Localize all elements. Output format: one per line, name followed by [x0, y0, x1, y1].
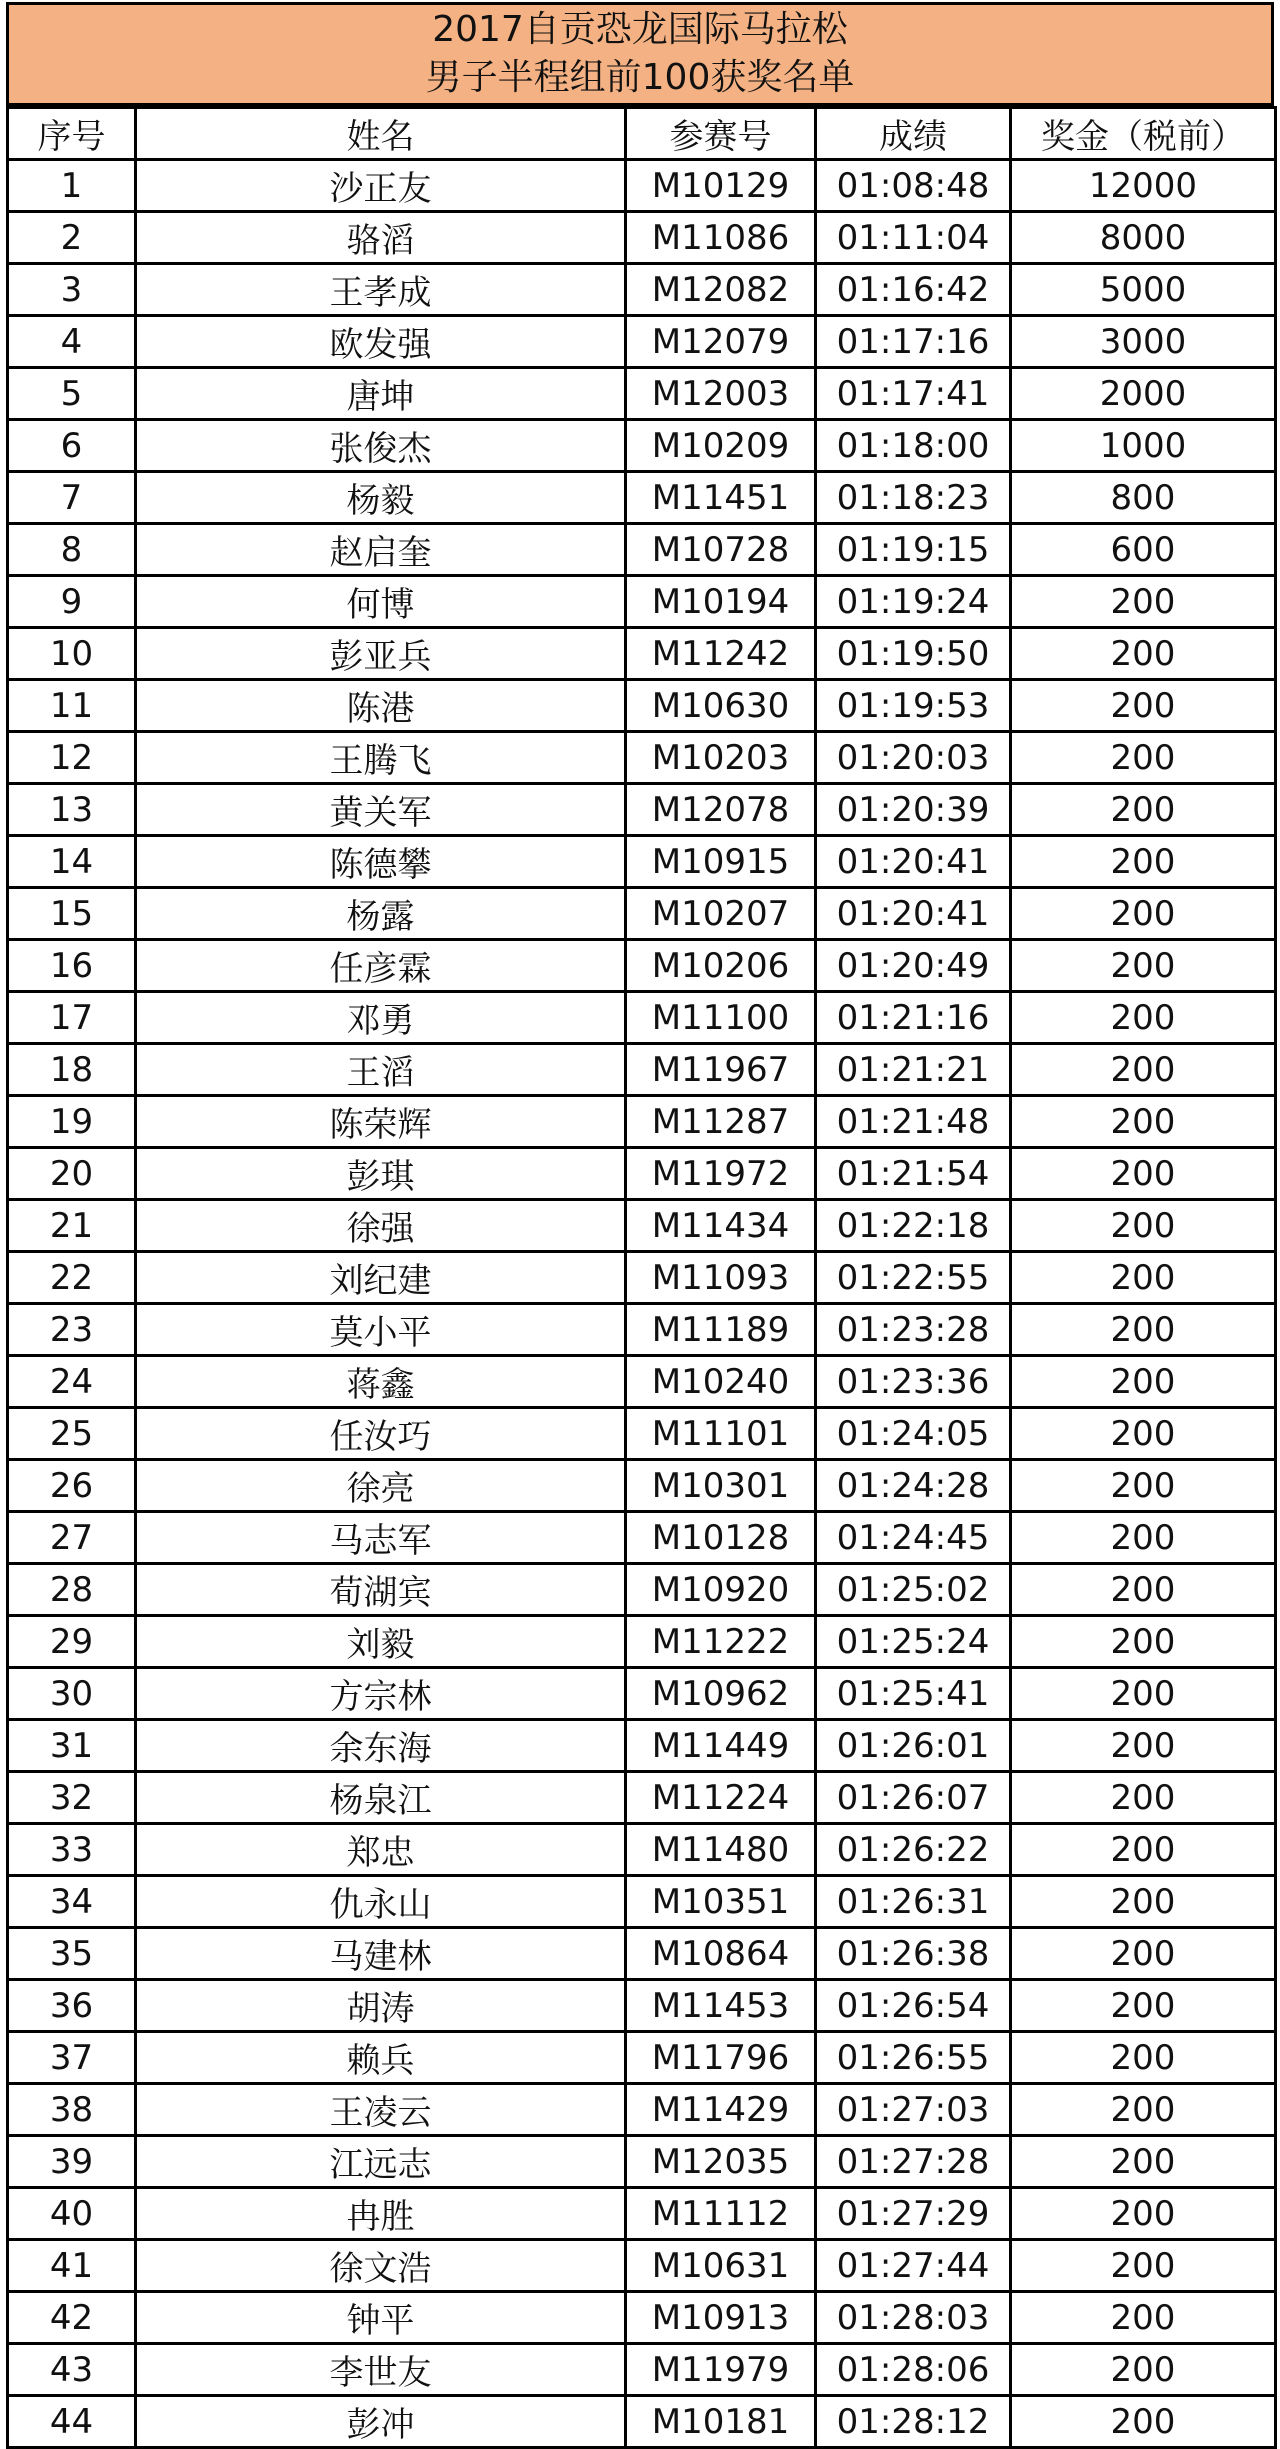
name-cell: 杨毅 [136, 472, 626, 524]
bib-cell: M12082 [626, 264, 816, 316]
header-bib: 参赛号 [626, 108, 816, 160]
prize-cell: 200 [1011, 1824, 1276, 1876]
prize-cell: 3000 [1011, 316, 1276, 368]
prize-cell: 200 [1011, 1876, 1276, 1928]
rank-cell: 7 [8, 472, 136, 524]
name-cell: 陈德攀 [136, 836, 626, 888]
bib-cell: M11189 [626, 1304, 816, 1356]
time-cell: 01:23:28 [816, 1304, 1011, 1356]
time-cell: 01:26:38 [816, 1928, 1011, 1980]
table-row [8, 836, 1276, 888]
rank-cell: 38 [8, 2084, 136, 2136]
bib-cell: M11224 [626, 1772, 816, 1824]
name-cell: 王腾飞 [136, 732, 626, 784]
rank-cell: 8 [8, 524, 136, 576]
time-cell: 01:27:03 [816, 2084, 1011, 2136]
header-rank: 序号 [8, 108, 136, 160]
name-cell: 杨泉江 [136, 1772, 626, 1824]
time-cell: 01:20:49 [816, 940, 1011, 992]
time-cell: 01:08:48 [816, 160, 1011, 212]
prize-cell: 200 [1011, 2188, 1276, 2240]
rank-cell: 41 [8, 2240, 136, 2292]
bib-cell: M10181 [626, 2396, 816, 2448]
prize-cell: 200 [1011, 1096, 1276, 1148]
prize-cell: 200 [1011, 1720, 1276, 1772]
rank-cell: 43 [8, 2344, 136, 2396]
prize-cell: 200 [1011, 992, 1276, 1044]
time-cell: 01:27:29 [816, 2188, 1011, 2240]
time-cell: 01:26:55 [816, 2032, 1011, 2084]
name-cell: 蒋鑫 [136, 1356, 626, 1408]
bib-cell: M11112 [626, 2188, 816, 2240]
table-row [8, 264, 1276, 316]
name-cell: 刘纪建 [136, 1252, 626, 1304]
table-row [8, 888, 1276, 940]
title-line-1: 2017自贡恐龙国际马拉松 [432, 9, 848, 50]
time-cell: 01:24:05 [816, 1408, 1011, 1460]
prize-cell: 200 [1011, 1564, 1276, 1616]
rank-cell: 21 [8, 1200, 136, 1252]
time-cell: 01:27:28 [816, 2136, 1011, 2188]
prize-cell: 200 [1011, 1668, 1276, 1720]
name-cell: 张俊杰 [136, 420, 626, 472]
bib-cell: M10203 [626, 732, 816, 784]
table-row [8, 1876, 1276, 1928]
bib-cell: M10728 [626, 524, 816, 576]
time-cell: 01:22:55 [816, 1252, 1011, 1304]
time-cell: 01:21:16 [816, 992, 1011, 1044]
rank-cell: 11 [8, 680, 136, 732]
rank-cell: 35 [8, 1928, 136, 1980]
rank-cell: 5 [8, 368, 136, 420]
table-row [8, 940, 1276, 992]
rank-cell: 25 [8, 1408, 136, 1460]
bib-cell: M12079 [626, 316, 816, 368]
title-line-2: 男子半程组前100获奖名单 [425, 57, 855, 98]
rank-cell: 15 [8, 888, 136, 940]
header-row [8, 108, 1276, 160]
rank-cell: 1 [8, 160, 136, 212]
table-row [8, 1044, 1276, 1096]
name-cell: 王滔 [136, 1044, 626, 1096]
time-cell: 01:18:23 [816, 472, 1011, 524]
name-cell: 胡涛 [136, 1980, 626, 2032]
rank-cell: 13 [8, 784, 136, 836]
name-cell: 王孝成 [136, 264, 626, 316]
name-cell: 杨露 [136, 888, 626, 940]
time-cell: 01:17:16 [816, 316, 1011, 368]
rank-cell: 16 [8, 940, 136, 992]
bib-cell: M12035 [626, 2136, 816, 2188]
bib-cell: M11972 [626, 1148, 816, 1200]
bib-cell: M11287 [626, 1096, 816, 1148]
name-cell: 赵启奎 [136, 524, 626, 576]
rank-cell: 10 [8, 628, 136, 680]
rank-cell: 2 [8, 212, 136, 264]
name-cell: 黄关军 [136, 784, 626, 836]
time-cell: 01:25:41 [816, 1668, 1011, 1720]
prize-cell: 800 [1011, 472, 1276, 524]
rank-cell: 12 [8, 732, 136, 784]
time-cell: 01:26:01 [816, 1720, 1011, 1772]
table-row [8, 1304, 1276, 1356]
prize-cell: 200 [1011, 1460, 1276, 1512]
time-cell: 01:19:53 [816, 680, 1011, 732]
time-cell: 01:23:36 [816, 1356, 1011, 1408]
name-cell: 荀湖宾 [136, 1564, 626, 1616]
time-cell: 01:18:00 [816, 420, 1011, 472]
bib-cell: M11434 [626, 1200, 816, 1252]
prize-cell: 200 [1011, 576, 1276, 628]
prize-cell: 200 [1011, 1356, 1276, 1408]
prize-cell: 200 [1011, 628, 1276, 680]
time-cell: 01:28:03 [816, 2292, 1011, 2344]
rank-cell: 23 [8, 1304, 136, 1356]
table-row [8, 420, 1276, 472]
results-sheet [6, 2, 1274, 2449]
table-row [8, 368, 1276, 420]
bib-cell: M11242 [626, 628, 816, 680]
name-cell: 陈荣辉 [136, 1096, 626, 1148]
bib-cell: M12003 [626, 368, 816, 420]
bib-cell: M11101 [626, 1408, 816, 1460]
name-cell: 马志军 [136, 1512, 626, 1564]
table-row [8, 2292, 1276, 2344]
table-row [8, 628, 1276, 680]
bib-cell: M10129 [626, 160, 816, 212]
bib-cell: M10962 [626, 1668, 816, 1720]
rank-cell: 44 [8, 2396, 136, 2448]
bib-cell: M11222 [626, 1616, 816, 1668]
rank-cell: 6 [8, 420, 136, 472]
bib-cell: M11453 [626, 1980, 816, 2032]
bib-cell: M10631 [626, 2240, 816, 2292]
table-row [8, 1668, 1276, 1720]
prize-cell: 200 [1011, 732, 1276, 784]
rank-cell: 17 [8, 992, 136, 1044]
bib-cell: M11100 [626, 992, 816, 1044]
name-cell: 彭琪 [136, 1148, 626, 1200]
rank-cell: 32 [8, 1772, 136, 1824]
bib-cell: M10864 [626, 1928, 816, 1980]
table-row [8, 472, 1276, 524]
time-cell: 01:19:15 [816, 524, 1011, 576]
bib-cell: M10920 [626, 1564, 816, 1616]
prize-cell: 200 [1011, 2292, 1276, 2344]
name-cell: 骆滔 [136, 212, 626, 264]
table-row [8, 1772, 1276, 1824]
prize-cell: 200 [1011, 1616, 1276, 1668]
table-row [8, 2032, 1276, 2084]
rank-cell: 30 [8, 1668, 136, 1720]
table-row [8, 680, 1276, 732]
bib-cell: M11429 [626, 2084, 816, 2136]
page-title [6, 2, 1274, 106]
prize-cell: 200 [1011, 2396, 1276, 2448]
name-cell: 任彦霖 [136, 940, 626, 992]
bib-cell: M10301 [626, 1460, 816, 1512]
table-row [8, 1824, 1276, 1876]
time-cell: 01:21:54 [816, 1148, 1011, 1200]
name-cell: 任汝巧 [136, 1408, 626, 1460]
name-cell: 何博 [136, 576, 626, 628]
prize-cell: 12000 [1011, 160, 1276, 212]
bib-cell: M10207 [626, 888, 816, 940]
rank-cell: 3 [8, 264, 136, 316]
time-cell: 01:22:18 [816, 1200, 1011, 1252]
table-row [8, 1252, 1276, 1304]
time-cell: 01:25:24 [816, 1616, 1011, 1668]
name-cell: 江远志 [136, 2136, 626, 2188]
bib-cell: M10630 [626, 680, 816, 732]
prize-cell: 200 [1011, 680, 1276, 732]
time-cell: 01:26:22 [816, 1824, 1011, 1876]
table-row [8, 784, 1276, 836]
prize-cell: 200 [1011, 1148, 1276, 1200]
bib-cell: M10194 [626, 576, 816, 628]
table-row [8, 1200, 1276, 1252]
table-row [8, 1720, 1276, 1772]
prize-cell: 200 [1011, 2084, 1276, 2136]
time-cell: 01:27:44 [816, 2240, 1011, 2292]
table-body [8, 160, 1276, 2448]
table-row [8, 212, 1276, 264]
bib-cell: M10206 [626, 940, 816, 992]
bib-cell: M10913 [626, 2292, 816, 2344]
table-row [8, 1616, 1276, 1668]
time-cell: 01:26:54 [816, 1980, 1011, 2032]
table-row [8, 524, 1276, 576]
name-cell: 刘毅 [136, 1616, 626, 1668]
prize-cell: 600 [1011, 524, 1276, 576]
time-cell: 01:26:07 [816, 1772, 1011, 1824]
rank-cell: 18 [8, 1044, 136, 1096]
bib-cell: M11480 [626, 1824, 816, 1876]
rank-cell: 39 [8, 2136, 136, 2188]
name-cell: 郑忠 [136, 1824, 626, 1876]
name-cell: 赖兵 [136, 2032, 626, 2084]
table-row [8, 1512, 1276, 1564]
rank-cell: 14 [8, 836, 136, 888]
name-cell: 彭亚兵 [136, 628, 626, 680]
table-row [8, 160, 1276, 212]
name-cell: 徐强 [136, 1200, 626, 1252]
rank-cell: 22 [8, 1252, 136, 1304]
name-cell: 李世友 [136, 2344, 626, 2396]
header-name: 姓名 [136, 108, 626, 160]
prize-cell: 200 [1011, 1200, 1276, 1252]
bib-cell: M11451 [626, 472, 816, 524]
time-cell: 01:17:41 [816, 368, 1011, 420]
table-row [8, 2344, 1276, 2396]
prize-cell: 8000 [1011, 212, 1276, 264]
table-row [8, 576, 1276, 628]
prize-cell: 200 [1011, 2032, 1276, 2084]
time-cell: 01:11:04 [816, 212, 1011, 264]
prize-cell: 200 [1011, 784, 1276, 836]
prize-cell: 200 [1011, 888, 1276, 940]
table-row [8, 2240, 1276, 2292]
bib-cell: M10351 [626, 1876, 816, 1928]
bib-cell: M10209 [626, 420, 816, 472]
time-cell: 01:16:42 [816, 264, 1011, 316]
time-cell: 01:25:02 [816, 1564, 1011, 1616]
time-cell: 01:20:41 [816, 836, 1011, 888]
header-time: 成绩 [816, 108, 1011, 160]
rank-cell: 36 [8, 1980, 136, 2032]
time-cell: 01:28:12 [816, 2396, 1011, 2448]
time-cell: 01:24:45 [816, 1512, 1011, 1564]
time-cell: 01:19:24 [816, 576, 1011, 628]
time-cell: 01:24:28 [816, 1460, 1011, 1512]
table-row [8, 1148, 1276, 1200]
prize-cell: 200 [1011, 2240, 1276, 2292]
table-row [8, 1564, 1276, 1616]
table-row [8, 1460, 1276, 1512]
prize-cell: 200 [1011, 1512, 1276, 1564]
name-cell: 王凌云 [136, 2084, 626, 2136]
rank-cell: 40 [8, 2188, 136, 2240]
rank-cell: 27 [8, 1512, 136, 1564]
time-cell: 01:21:21 [816, 1044, 1011, 1096]
prize-cell: 200 [1011, 1408, 1276, 1460]
rank-cell: 4 [8, 316, 136, 368]
rank-cell: 34 [8, 1876, 136, 1928]
bib-cell: M10128 [626, 1512, 816, 1564]
prize-cell: 200 [1011, 1928, 1276, 1980]
table-row [8, 992, 1276, 1044]
header-prize: 奖金（税前） [1011, 108, 1276, 160]
prize-cell: 200 [1011, 2344, 1276, 2396]
rank-cell: 29 [8, 1616, 136, 1668]
bib-cell: M11796 [626, 2032, 816, 2084]
name-cell: 邓勇 [136, 992, 626, 1044]
rank-cell: 31 [8, 1720, 136, 1772]
table-row [8, 316, 1276, 368]
rank-cell: 9 [8, 576, 136, 628]
rank-cell: 20 [8, 1148, 136, 1200]
table-row [8, 1980, 1276, 2032]
time-cell: 01:20:03 [816, 732, 1011, 784]
name-cell: 方宗林 [136, 1668, 626, 1720]
rank-cell: 37 [8, 2032, 136, 2084]
name-cell: 莫小平 [136, 1304, 626, 1356]
name-cell: 余东海 [136, 1720, 626, 1772]
table-row [8, 732, 1276, 784]
table-row [8, 2188, 1276, 2240]
prize-cell: 200 [1011, 1304, 1276, 1356]
name-cell: 仇永山 [136, 1876, 626, 1928]
prize-cell: 200 [1011, 940, 1276, 992]
name-cell: 沙正友 [136, 160, 626, 212]
prize-cell: 2000 [1011, 368, 1276, 420]
rank-cell: 26 [8, 1460, 136, 1512]
time-cell: 01:20:39 [816, 784, 1011, 836]
rank-cell: 28 [8, 1564, 136, 1616]
table-row [8, 2136, 1276, 2188]
name-cell: 冉胜 [136, 2188, 626, 2240]
table-row [8, 2396, 1276, 2448]
name-cell: 陈港 [136, 680, 626, 732]
name-cell: 彭冲 [136, 2396, 626, 2448]
time-cell: 01:28:06 [816, 2344, 1011, 2396]
table-row [8, 1408, 1276, 1460]
table-row [8, 1096, 1276, 1148]
name-cell: 徐文浩 [136, 2240, 626, 2292]
name-cell: 徐亮 [136, 1460, 626, 1512]
table-row [8, 1356, 1276, 1408]
prize-cell: 200 [1011, 1980, 1276, 2032]
bib-cell: M11086 [626, 212, 816, 264]
rank-cell: 33 [8, 1824, 136, 1876]
name-cell: 马建林 [136, 1928, 626, 1980]
bib-cell: M10915 [626, 836, 816, 888]
bib-cell: M12078 [626, 784, 816, 836]
name-cell: 欧发强 [136, 316, 626, 368]
name-cell: 唐坤 [136, 368, 626, 420]
rank-cell: 24 [8, 1356, 136, 1408]
prize-cell: 200 [1011, 1252, 1276, 1304]
prize-cell: 200 [1011, 1772, 1276, 1824]
rank-cell: 42 [8, 2292, 136, 2344]
prize-cell: 5000 [1011, 264, 1276, 316]
bib-cell: M11967 [626, 1044, 816, 1096]
time-cell: 01:20:41 [816, 888, 1011, 940]
bib-cell: M10240 [626, 1356, 816, 1408]
time-cell: 01:26:31 [816, 1876, 1011, 1928]
bib-cell: M11979 [626, 2344, 816, 2396]
bib-cell: M11093 [626, 1252, 816, 1304]
table-row [8, 1928, 1276, 1980]
time-cell: 01:21:48 [816, 1096, 1011, 1148]
prize-cell: 200 [1011, 2136, 1276, 2188]
bib-cell: M11449 [626, 1720, 816, 1772]
time-cell: 01:19:50 [816, 628, 1011, 680]
results-table [6, 106, 1277, 2449]
name-cell: 钟平 [136, 2292, 626, 2344]
prize-cell: 1000 [1011, 420, 1276, 472]
prize-cell: 200 [1011, 1044, 1276, 1096]
prize-cell: 200 [1011, 836, 1276, 888]
rank-cell: 19 [8, 1096, 136, 1148]
table-row [8, 2084, 1276, 2136]
